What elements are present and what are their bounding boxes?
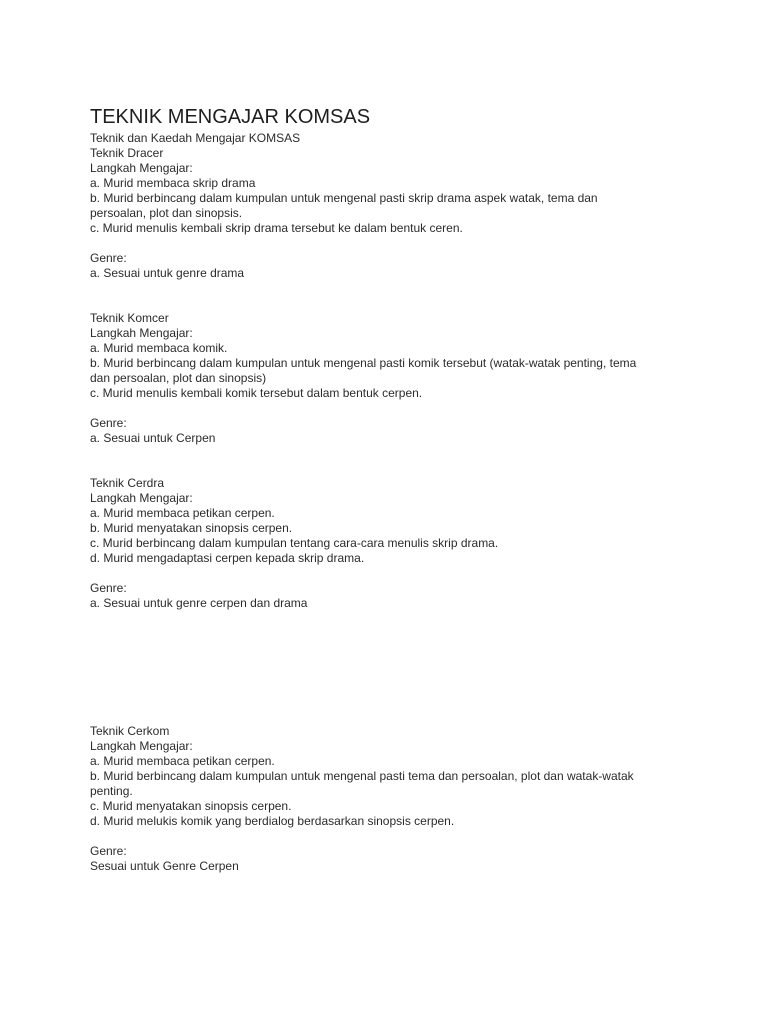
spacer [90, 829, 690, 844]
step-line: b. Murid berbincang dalam kumpulan untuk mengenal pasti skrip drama aspek watak, tema dan [90, 191, 598, 205]
spacer [90, 566, 690, 581]
spacer [90, 236, 690, 251]
section-heading: Teknik Cerkom [90, 724, 170, 738]
section-komcer [90, 311, 690, 446]
step-line: a. Murid membaca komik. [90, 341, 228, 355]
step-line: c. Murid menulis kembali skrip drama tersebut ke dalam bentuk ceren. [90, 221, 463, 235]
document-page [90, 105, 690, 874]
step-line: c. Murid berbincang dalam kumpulan tentang cara-cara menulis skrip drama. [90, 536, 499, 550]
step-line: a. Murid membaca petikan cerpen. [90, 506, 275, 520]
step-line: b. Murid berbincang dalam kumpulan untuk mengenal pasti komik tersebut (watak-watak penting, tema [90, 356, 637, 370]
genre-value: Sesuai untuk Genre Cerpen [90, 859, 239, 873]
genre-label: Genre: [90, 844, 127, 858]
step-line: b. Murid menyatakan sinopsis cerpen. [90, 521, 293, 535]
step-line: a. Murid membaca petikan cerpen. [90, 754, 275, 768]
genre-value: a. Sesuai untuk genre drama [90, 266, 245, 280]
section-cerdra [90, 476, 690, 611]
genre-value: a. Sesuai untuk genre cerpen dan drama [90, 596, 308, 610]
spacer [90, 446, 690, 476]
section-heading: Teknik Komcer [90, 311, 169, 325]
steps-label: Langkah Mengajar: [90, 739, 193, 753]
genre-label: Genre: [90, 416, 127, 430]
spacer [90, 611, 690, 724]
spacer [90, 401, 690, 416]
steps-label: Langkah Mengajar: [90, 491, 193, 505]
genre-label: Genre: [90, 251, 127, 265]
section-heading: Teknik Dracer [90, 146, 164, 160]
section-cerkom [90, 724, 690, 874]
genre-value: a. Sesuai untuk Cerpen [90, 431, 216, 445]
step-line: c. Murid menyatakan sinopsis cerpen. [90, 799, 292, 813]
document-title: TEKNIK MENGAJAR KOMSAS [90, 106, 371, 128]
step-line: c. Murid menulis kembali komik tersebut dalam bentuk cerpen. [90, 386, 423, 400]
document-subtitle: Teknik dan Kaedah Mengajar KOMSAS [90, 131, 301, 145]
steps-label: Langkah Mengajar: [90, 161, 193, 175]
step-line: d. Murid melukis komik yang berdialog berdasarkan sinopsis cerpen. [90, 814, 455, 828]
step-line: a. Murid membaca skrip drama [90, 176, 256, 190]
step-line: penting. [90, 784, 133, 798]
step-line: persoalan, plot dan sinopsis. [90, 206, 243, 220]
spacer [90, 281, 690, 311]
section-dracer [90, 146, 690, 281]
section-heading: Teknik Cerdra [90, 476, 165, 490]
step-line: b. Murid berbincang dalam kumpulan untuk mengenal pasti tema dan persoalan, plot dan watak-watak [90, 769, 634, 783]
step-line: d. Murid mengadaptasi cerpen kepada skrip drama. [90, 551, 365, 565]
step-line: dan persoalan, plot dan sinopsis) [90, 371, 267, 385]
genre-label: Genre: [90, 581, 127, 595]
steps-label: Langkah Mengajar: [90, 326, 193, 340]
